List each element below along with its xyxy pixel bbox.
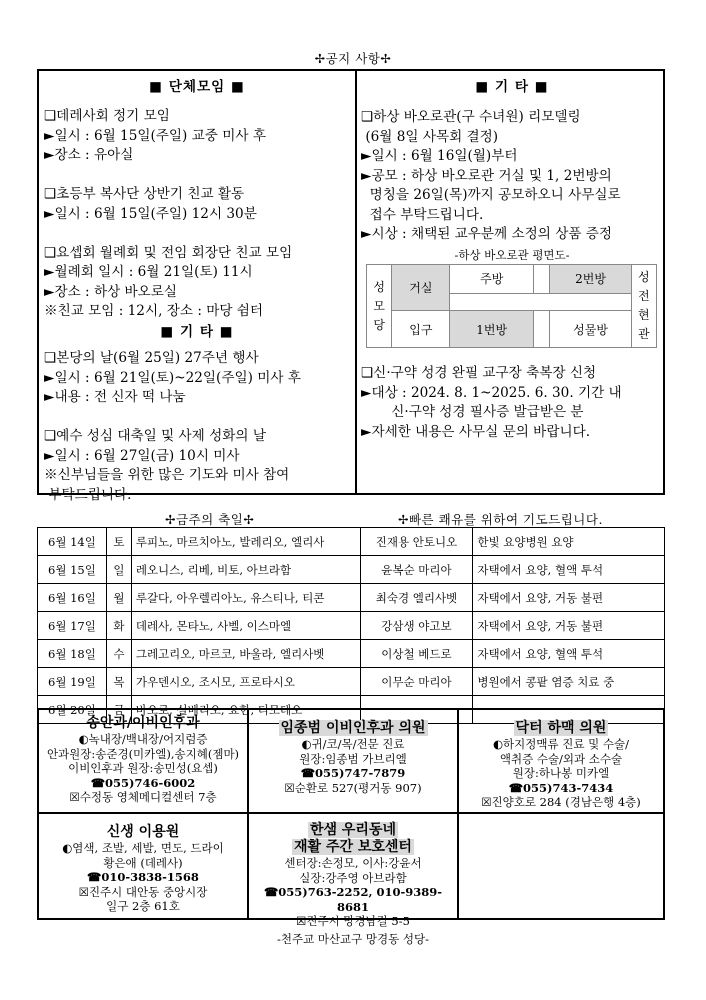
notice-line: ❑하상 바오로관(구 수녀원) 리모델링 [361, 109, 581, 125]
ad-line: 안과원장:송준경(미카엘),송지혜(젬마) [46, 746, 240, 761]
notice-line: 부탁드립니다. [44, 486, 132, 503]
right-section-title: ■ 기 타 ■ [475, 79, 549, 95]
right-label-char: 현 [638, 308, 650, 322]
feast-day: 일 [106, 556, 131, 584]
floor-plan-right-label [631, 265, 656, 348]
ad-address: ☒순환로 527(평거동 907) [284, 780, 422, 795]
notice-line: 신·구약 성경 필사증 발급받은 분 [361, 404, 584, 420]
ad-title-text: 임종범 이비인후과 의원 [280, 720, 426, 736]
feast-date: 6월 17일 [38, 612, 107, 640]
notice-line: ►일시 : 6월 27일(금) 10시 미사 [44, 447, 240, 464]
ad-line: ◐녹내장/백내장/어지럼증 [78, 732, 208, 746]
ad-title [249, 720, 457, 737]
table-row [38, 528, 665, 556]
patient-name: 강삼생 야고보 [360, 612, 473, 640]
feast-day: 수 [106, 640, 131, 668]
left-section2-title: ■ 기 타 ■ [160, 324, 234, 340]
room-2: 2번방 [550, 265, 631, 294]
patient-status: 병원에서 콩팥 염증 치료 중 [473, 668, 665, 696]
notice-line: ❑예수 성심 대축일 및 사제 성화의 날 [44, 428, 266, 444]
notice-line: ►장소 : 하상 바오로실 [44, 283, 178, 300]
notice-line: ※신부님들을 위한 많은 기도와 미사 참여 [44, 467, 290, 483]
ad-line: 이비인후과 원장:송민성(요셉) [68, 761, 218, 775]
ad-title [249, 839, 457, 856]
right-label-char: 관 [638, 327, 650, 341]
footer: -천주교 마산교구 망경동 성당- [276, 932, 430, 946]
right-remodel-notice [361, 108, 621, 245]
feast-day: 금 [106, 696, 131, 724]
notice-line: ❑데레사회 정기 모임 [44, 108, 170, 124]
ad-dr-hamaek-clinic [458, 708, 665, 813]
ad-line: ◐염색, 조발, 세발, 면도, 드라이 [62, 841, 224, 855]
notice-line: (6월 8일 사목회 결정) [361, 128, 499, 145]
feast-saints: 데레사, 몬타노, 사벨, 이스마엘 [131, 612, 360, 640]
room-1: 1번방 [450, 311, 533, 348]
notice-divider [355, 71, 357, 493]
notice-box [37, 69, 665, 503]
feast-saints: 루갈다, 아우렐리아노, 유스티나, 티콘 [131, 584, 360, 612]
notice-line: ※친교 모임 : 12시, 장소 : 마당 쉼터 [44, 303, 264, 319]
ad-line: 원장:임종범 가브리엘 [299, 751, 407, 766]
plan-gap [533, 265, 549, 294]
ad-hansaem-care-center [248, 813, 458, 928]
notice-line: ❑초등부 복사단 상반기 친교 활동 [44, 186, 245, 202]
ad-line: ◐하지정맥류 진료 및 수술/ [493, 737, 629, 751]
left-section2-body [44, 349, 301, 505]
plan-hallway [450, 293, 631, 310]
ad-sinsaeng-barber [37, 813, 248, 920]
patient-status: 자택에서 요양, 혈액 투석 [473, 556, 665, 584]
floor-plan [366, 264, 657, 348]
patient-name: 최숙경 엘리사벳 [360, 584, 473, 612]
ad-line: 센터장:손정모, 이사:강윤서 [284, 856, 422, 870]
ad-address: 일구 2층 61호 [106, 899, 180, 913]
notice-line: ►공모 : 하상 바오로관 거실 및 1, 2번방의 [361, 167, 612, 184]
ad-phone: ☎055)747-7879 [300, 766, 406, 780]
ad-lim-ent-clinic [248, 708, 458, 813]
patient-name: 윤복순 마리아 [360, 556, 473, 584]
feast-date: 6월 18일 [38, 640, 107, 668]
right-label-char: 전 [638, 289, 650, 303]
notice-line [44, 166, 292, 186]
room-storage: 성물방 [550, 311, 631, 348]
table-row [38, 668, 665, 696]
feast-date: 6월 14일 [38, 528, 107, 556]
table-row [38, 612, 665, 640]
notice-line: ►자세한 내용은 사무실 문의 바랍니다. [361, 423, 591, 440]
notice-line: ►시상 : 채택된 교우분께 소정의 상품 증정 [361, 226, 613, 242]
feast-saints: 레오니스, 리베, 비토, 아브라함 [131, 556, 360, 584]
feast-header: ✢금주의 축일✢ [165, 512, 255, 527]
room-living: 거실 [392, 265, 450, 311]
floor-plan-title: -하상 바오로관 평면도- [454, 248, 570, 262]
ad-address: ☒진양호로 284 (경남은행 4층) [481, 795, 641, 809]
ad-line: 황은애 (데레사) [103, 855, 183, 870]
room-entrance: 입구 [392, 311, 450, 348]
notice-line: ❑본당의 날(6월 25일) 27주년 행사 [44, 350, 259, 366]
notice-line: ►일시 : 6월 15일(주일) 12시 30분 [44, 205, 257, 222]
notice-line [44, 224, 292, 244]
ad-phone: ☎055)763-2252, 010-9389-8681 [263, 885, 443, 914]
feast-saints: 가우덴시오, 조시모, 프로타시오 [131, 668, 360, 696]
ad-title-text: 닥터 하맥 의원 [515, 720, 607, 736]
right-label-char: 성 [638, 270, 650, 284]
right-bible-notice [361, 364, 622, 442]
notice-line: ►대상 : 2024. 8. 1~2025. 6. 30. 기간 내 [361, 384, 622, 401]
ad-line: 원장:하나봉 미카엘 [512, 766, 610, 780]
ad-title-text: 한샘 우리동네 [309, 822, 397, 838]
patient-name: 이상철 베드로 [360, 640, 473, 668]
feast-day: 월 [106, 584, 131, 612]
feast-day: 목 [106, 668, 131, 696]
left-section1-body [44, 107, 292, 322]
left-label-char: 모 [373, 298, 385, 313]
notice-line: 접수 부탁드립니다. [361, 206, 484, 223]
patient-status: 자택에서 요양, 거동 불편 [473, 612, 665, 640]
patient-status: 자택에서 요양, 거동 불편 [473, 584, 665, 612]
feast-saints: 그레고리오, 마르코, 바울라, 엘리사벳 [131, 640, 360, 668]
feast-day: 토 [106, 528, 131, 556]
feast-saints: 루피노, 마르치아노, 발레리오, 엘리사 [131, 528, 360, 556]
table-row [38, 640, 665, 668]
patient-status: 자택에서 요양, 혈액 투석 [473, 640, 665, 668]
feast-date: 6월 20일 [38, 696, 107, 724]
notice-line: ❑신·구약 성경 완필 교구장 축복장 신청 [361, 365, 597, 381]
ad-phone: ☎055)743-7434 [508, 780, 614, 795]
notice-line: ►일시 : 6월 16일(월)부터 [361, 148, 518, 164]
floor-plan-left-label [367, 265, 392, 348]
ad-title [459, 720, 663, 737]
patient-name: 이무순 마리아 [360, 668, 473, 696]
left-section1-title: ■ 단체모임 ■ [149, 79, 245, 95]
ad-title-text: 재활 주간 보호센터 [294, 839, 412, 855]
notice-line: ►일시 : 6월 15일(주일) 교중 미사 후 [44, 127, 266, 144]
notice-header: ✢공지 사항✢ [314, 51, 392, 66]
feast-saints: 바오로, 실베리오, 요한, 티모테오 [131, 696, 360, 724]
prayer-header: ✢빠른 쾌유를 위하여 기도드립니다. [398, 512, 603, 527]
notice-line [44, 408, 301, 428]
table-row [38, 584, 665, 612]
ad-address: ☒진주시 대안동 중앙시장 [78, 884, 208, 899]
notice-line: ►월례회 일시 : 6월 21일(토) 11시 [44, 264, 253, 280]
ad-title: 신생 이용원 [106, 824, 180, 840]
ad-line: ◐귀/코/목/전문 진료 [301, 737, 405, 751]
notice-line: ►내용 : 전 신자 떡 나눔 [44, 389, 186, 405]
ad-phone: ☎055)746-6002 [90, 775, 196, 790]
feast-date: 6월 16일 [38, 584, 107, 612]
patient-status: 한빛 요양병원 요양 [473, 528, 665, 556]
patient-name: 진재용 안토니오 [360, 528, 473, 556]
left-label-char: 성 [373, 279, 385, 294]
notice-line: ❑요셉회 월례회 및 전임 회장단 친교 모임 [44, 244, 293, 261]
ad-address: ☒수정동 영체메디컬센터 7층 [69, 790, 217, 804]
notice-line: 명칭을 26일(목)까지 공모하오니 사무실로 [361, 187, 621, 203]
ad-address: ☒진주시 망경남길 5-5 [296, 914, 410, 928]
ad-line: 액취증 수술/외과 소수술 [499, 751, 623, 766]
left-label-char: 당 [373, 317, 385, 332]
feast-date: 6월 15일 [38, 556, 107, 584]
ad-song-eye-clinic [37, 708, 248, 813]
ad-title: 송안과/이비인후과 [86, 715, 200, 731]
ad-empty-slot [458, 813, 665, 920]
plan-gap [533, 311, 549, 348]
ad-line: 실장:강주영 아브라함 [299, 870, 407, 885]
feast-prayer-table [37, 527, 665, 724]
ad-title [249, 822, 457, 839]
room-kitchen: 주방 [450, 265, 533, 294]
feast-day: 화 [106, 612, 131, 640]
table-row [38, 556, 665, 584]
notice-line: ►일시 : 6월 21일(토)~22일(주일) 미사 후 [44, 369, 301, 386]
ad-phone: ☎010-3838-1568 [87, 870, 199, 884]
feast-date: 6월 19일 [38, 668, 107, 696]
notice-line: ►장소 : 유아실 [44, 147, 134, 163]
